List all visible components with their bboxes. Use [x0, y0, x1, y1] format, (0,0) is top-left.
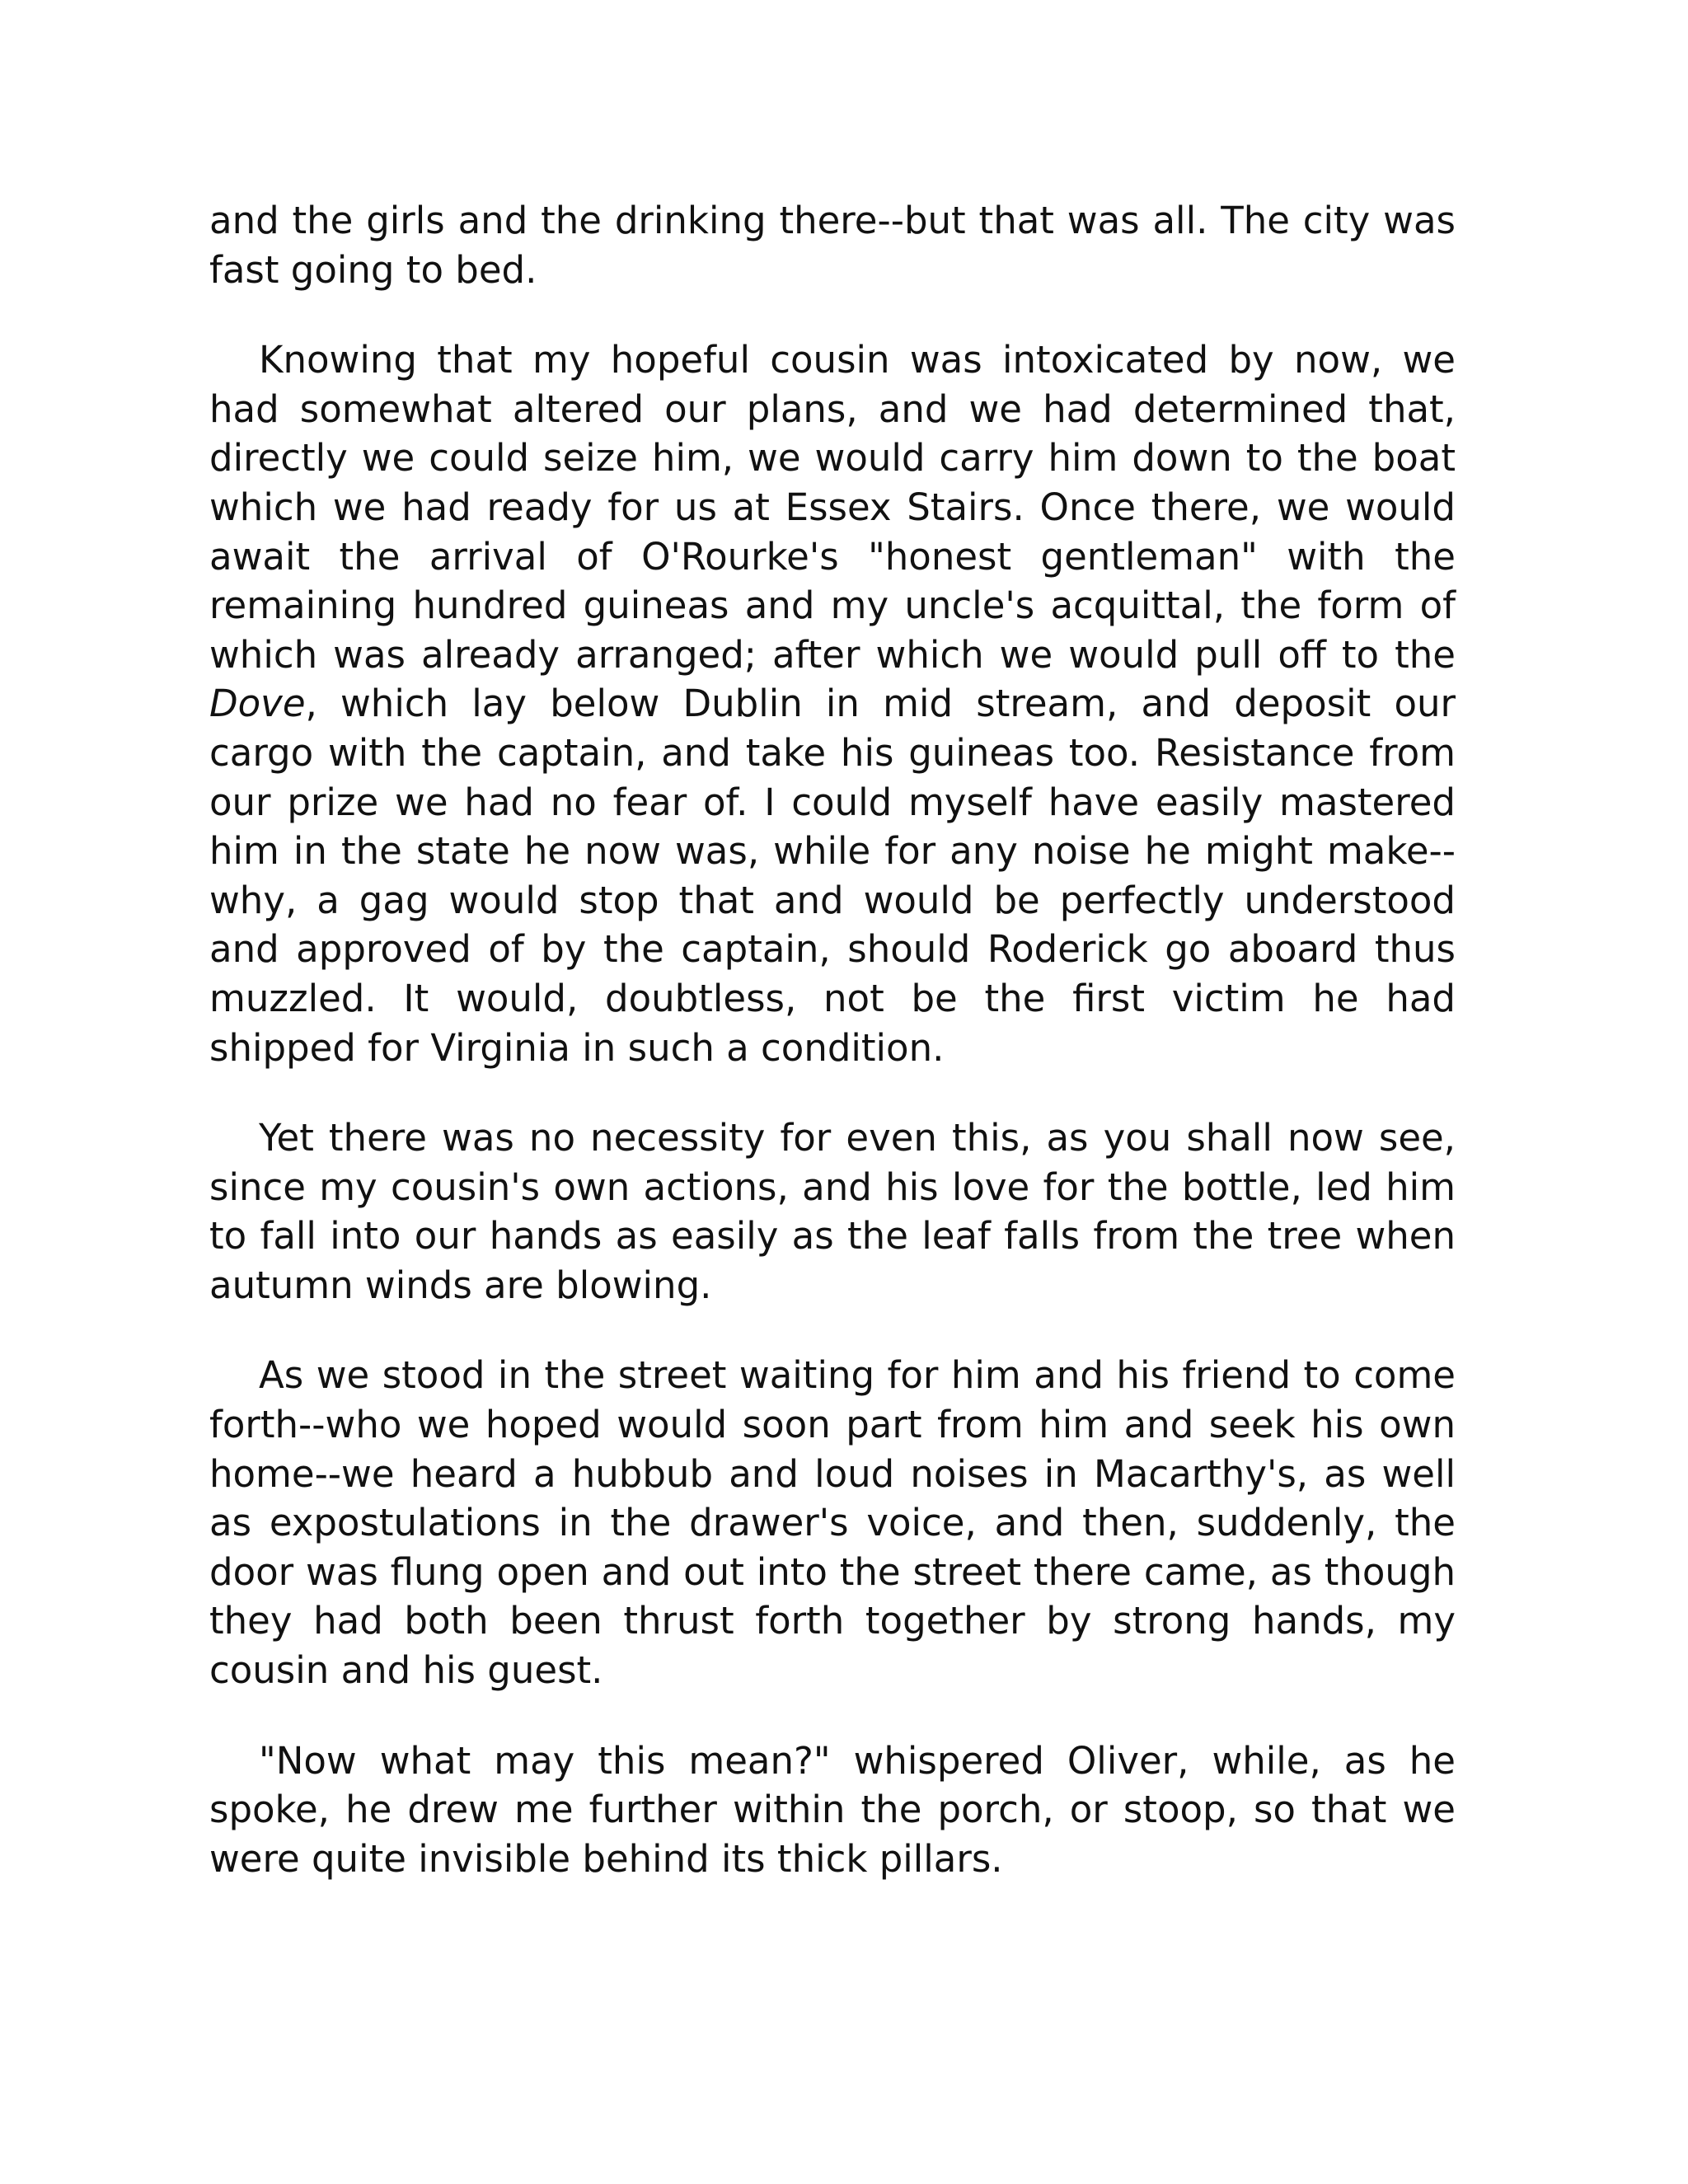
- paragraph-text: Knowing that my hopeful cousin was intoxicated by now, we had somewhat altered our plans, and we had determined that, directly we could seize him, we would carry him down to the boat which we had ready for us at Essex Stairs. Once there, we would await the arrival of O'Rourke's "honest gentleman" with the remaining hundred guineas and my uncle's acquittal, the form of which was already arranged; after which we would pull off to the: [209, 338, 1456, 677]
- paragraph-continuation: and the girls and the drinking there--but that was all. The city was fast going to bed.: [209, 199, 1456, 292]
- paragraph-text: , which lay below Dublin in mid stream, and deposit our cargo with the captain, and take his guineas too. Resistance from our prize we had no fear of. I could myself have easily mastered him in the state he now was, while for any noise he might make--why, a gag would stop that and would be perfectly understood and approved of by the captain, should Roderick go aboard thus muzzled. It would, doubtless, not be the first victim he had shipped for Virginia in such a condition.: [209, 682, 1456, 1070]
- page-body: [209, 196, 1456, 1883]
- paragraph-street: As we stood in the street waiting for him and his friend to come forth--who we hoped would soon part from him and seek his own home--we heard a hubbub and loud noises in Macarthy's, as well as expostulations in the drawer's voice, and then, suddenly, the door was flung open and out into the street there came, as though they had both been thrust forth together by strong hands, my cousin and his guest.: [209, 1353, 1456, 1693]
- paragraph-necessity: Yet there was no necessity for even this, as you shall now see, since my cousin's own actions, and his love for the bottle, led him to fall into our hands as easily as the leaf falls from the tree when autumn winds are blowing.: [209, 1116, 1456, 1307]
- ship-name-italic: Dove: [209, 682, 306, 726]
- paragraph-oliver: "Now what may this mean?" whispered Oliver, while, as he spoke, he drew me further within the porch, or stoop, so that we were quite invisible behind its thick pillars.: [209, 1738, 1456, 1881]
- paragraph-plans: [209, 335, 1456, 1072]
